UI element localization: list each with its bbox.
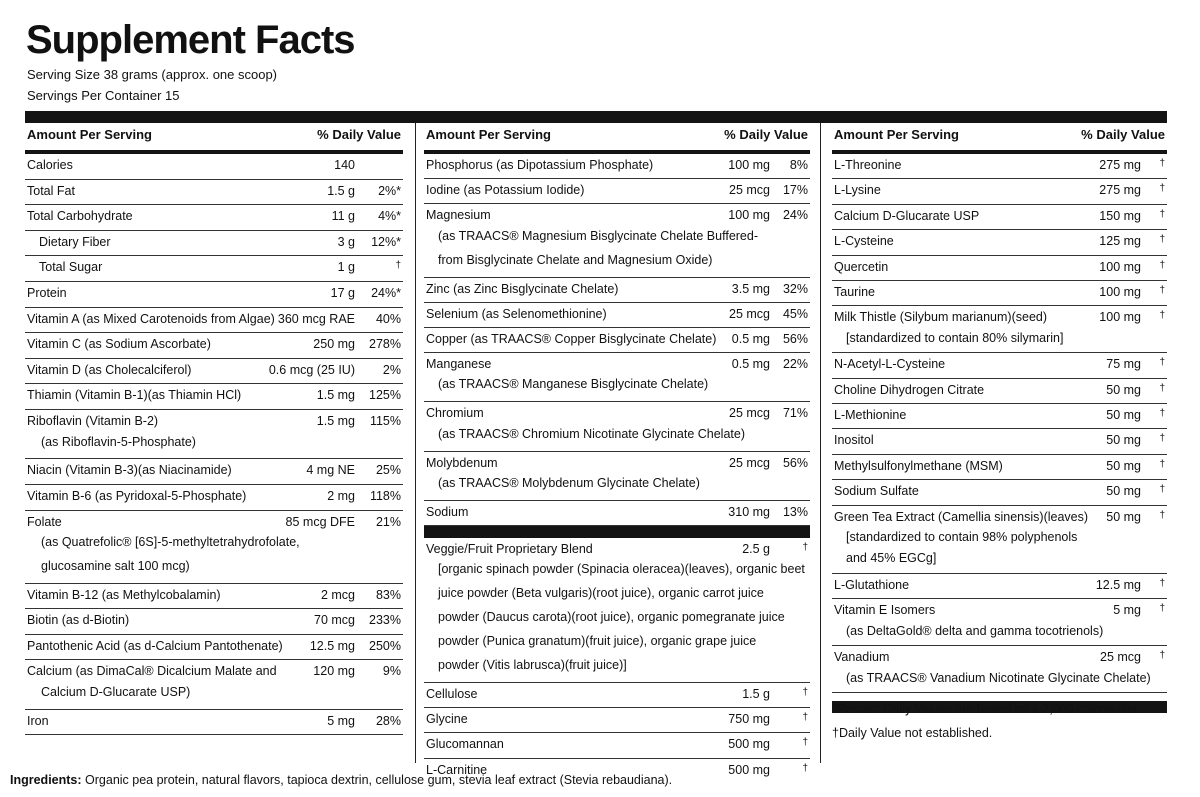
nutrient-row-iodine-as-potassium-iodide — [424, 179, 810, 204]
nutrient-column-1 — [25, 123, 403, 735]
nutrient-name: L-Lysine — [834, 183, 881, 198]
nutrient-amount: 0.5 mg — [731, 331, 770, 346]
page-title: Supplement Facts — [26, 18, 355, 62]
nutrient-name: Phosphorus (as Dipotassium Phosphate) — [426, 158, 654, 172]
nutrient-daily-value: † — [1159, 433, 1165, 445]
nutrient-name: Manganese — [426, 357, 492, 372]
nutrient-row-veggie-fruit-proprietary-blend — [424, 538, 810, 683]
nutrient-name: Vitamin B-6 (as Pyridoxal-5-Phosphate) — [27, 488, 247, 503]
nutrient-row-zinc-as-zinc-bisglycinate-chelate — [424, 278, 810, 303]
nutrient-daily-value: † — [802, 687, 808, 699]
nutrient-amount: 250 mg — [313, 337, 355, 352]
nutrient-daily-value: † — [1159, 234, 1165, 246]
header-amount-per-serving: Amount Per Serving — [426, 127, 551, 142]
nutrient-row-taurine — [832, 281, 1167, 306]
nutrient-detail-line: (as TRAACS® Manganese Bisglycinate Chelate) — [438, 377, 709, 392]
nutrient-detail-line: from Bisglycinate Chelate and Magnesium Oxide) — [438, 252, 713, 267]
nutrient-name: Molybdenum — [426, 455, 498, 470]
nutrient-row-inositol — [832, 429, 1167, 454]
nutrient-amount: 100 mg — [1099, 310, 1141, 325]
nutrient-name: Veggie/Fruit Proprietary Blend — [426, 541, 593, 556]
nutrient-daily-value: † — [802, 762, 808, 774]
nutrient-name: Iodine (as Potassium Iodide) — [426, 183, 585, 198]
nutrient-row-glucomannan — [424, 733, 810, 758]
column-divider — [820, 123, 821, 763]
nutrient-row-total-sugar — [25, 256, 403, 282]
nutrient-name: Thiamin (Vitamin B-1)(as Thiamin HCl) — [27, 388, 242, 403]
nutrient-amount: 25 mcg — [729, 406, 770, 421]
nutrient-amount: 11 g — [331, 209, 355, 224]
nutrient-name: Vitamin B-12 (as Methylcobalamin) — [27, 587, 221, 602]
nutrient-row-vitamin-e-isomers — [832, 599, 1167, 646]
nutrient-row-folate — [25, 511, 403, 584]
nutrient-detail-line: powder (Vitis labrusca)(fruit juice)] — [438, 658, 627, 673]
nutrient-daily-value: † — [1159, 310, 1165, 322]
nutrient-name: Vitamin D (as Cholecalciferol) — [27, 362, 192, 377]
nutrient-row-riboflavin-vitamin-b-2 — [25, 410, 403, 459]
nutrient-daily-value: 45% — [782, 306, 808, 321]
nutrient-amount: 85 mcg DFE — [285, 514, 355, 529]
nutrient-row-sodium — [424, 501, 810, 526]
nutrient-row-vitamin-c-as-sodium-ascorbate — [25, 333, 403, 359]
nutrient-daily-value: 115% — [369, 413, 401, 428]
column-header — [25, 123, 403, 154]
nutrient-amount: 0.6 mcg (25 IU) — [268, 362, 355, 377]
nutrient-daily-value: † — [1159, 408, 1165, 420]
nutrient-daily-value: † — [1159, 484, 1165, 496]
nutrient-row-thiamin-vitamin-b-1-as-thiamin-hcl — [25, 384, 403, 410]
ingredients-text: Organic pea protein, natural flavors, tapioca dextrin, cellulose gum, stevia leaf extract (Stevia rebaudiana). — [85, 773, 673, 787]
nutrient-name: Sodium Sulfate — [834, 484, 919, 499]
nutrient-amount: 0.5 mg — [731, 357, 770, 372]
nutrient-amount: 500 mg — [728, 737, 770, 752]
nutrient-daily-value: 125% — [369, 388, 401, 403]
nutrient-daily-value: 13% — [782, 504, 808, 519]
nutrient-amount: 3.5 mg — [731, 281, 770, 296]
footnote-dagger: †Daily Value not established. — [832, 726, 993, 740]
nutrient-row-protein — [25, 282, 403, 308]
nutrient-amount: 25 mcg — [729, 183, 770, 198]
nutrient-row-cellulose — [424, 683, 810, 708]
nutrient-daily-value: 278% — [369, 337, 401, 352]
nutrient-row-vitamin-b-12-as-methylcobalamin — [25, 584, 403, 610]
nutrient-detail-line: and 45% EGCg] — [846, 551, 937, 566]
nutrient-amount: 12.5 mg — [309, 638, 355, 653]
nutrient-detail-line: (as Quatrefolic® [6S]-5-methyltetrahydrofolate, — [41, 535, 300, 550]
nutrient-column-2 — [424, 123, 810, 783]
nutrient-detail-line: [standardized to contain 80% silymarin] — [846, 330, 1064, 345]
nutrient-amount: 100 mg — [1099, 284, 1141, 299]
nutrient-row-vitamin-d-as-cholecalciferol — [25, 359, 403, 385]
nutrient-amount: 100 mg — [728, 208, 770, 223]
nutrient-row-green-tea-extract-camellia-sinensis-leav — [832, 506, 1167, 574]
column-header — [424, 123, 810, 154]
servings-per-container: Servings Per Container 15 — [27, 88, 180, 103]
nutrient-amount: 5 mg — [327, 713, 355, 728]
nutrient-amount: 360 mcg RAE — [277, 311, 355, 326]
nutrient-name: L-Glutathione — [834, 577, 910, 592]
nutrient-row-calcium-d-glucarate-usp — [832, 205, 1167, 230]
nutrient-daily-value: 17% — [782, 183, 808, 198]
nutrient-name: N-Acetyl-L-Cysteine — [834, 357, 946, 372]
nutrient-daily-value: † — [1159, 357, 1165, 369]
nutrient-name: Cellulose — [426, 687, 478, 702]
nutrient-name: Niacin (Vitamin B-3)(as Niacinamide) — [27, 463, 232, 478]
nutrient-name: Chromium — [426, 406, 484, 421]
nutrient-row-dietary-fiber — [25, 231, 403, 257]
nutrient-daily-value: † — [1159, 603, 1165, 615]
nutrient-row-pantothenic-acid-as-d-calcium-pantothena — [25, 635, 403, 661]
nutrient-row-l-cysteine — [832, 230, 1167, 255]
nutrient-name: Zinc (as Zinc Bisglycinate Chelate) — [426, 281, 619, 296]
nutrient-name: Inositol — [834, 433, 874, 448]
nutrient-daily-value: † — [1159, 284, 1165, 296]
nutrient-name: L-Methionine — [834, 408, 907, 423]
nutrient-daily-value: † — [1159, 259, 1165, 271]
header-amount-per-serving: Amount Per Serving — [27, 127, 152, 142]
nutrient-amount: 2 mg — [327, 488, 355, 503]
nutrient-name: L-Carnitine — [426, 762, 488, 777]
nutrient-amount: 50 mg — [1106, 382, 1141, 397]
nutrient-daily-value: 28% — [375, 713, 401, 728]
nutrient-amount: 275 mg — [1099, 158, 1141, 172]
nutrient-amount: 1.5 g — [327, 183, 355, 198]
nutrient-amount: 500 mg — [728, 762, 770, 777]
nutrient-daily-value: 83% — [375, 587, 401, 602]
nutrient-name: Pantothenic Acid (as d-Calcium Pantothenate) — [27, 638, 283, 653]
nutrient-name: L-Cysteine — [834, 234, 894, 249]
header-daily-value: % Daily Value — [1081, 127, 1165, 142]
nutrient-daily-value: † — [802, 712, 808, 724]
header-bar — [25, 111, 1167, 123]
nutrient-name: Vanadium — [834, 650, 890, 665]
nutrient-row-selenium-as-selenomethionine — [424, 303, 810, 328]
nutrient-name: Vitamin E Isomers — [834, 603, 936, 618]
nutrient-name: Riboflavin (Vitamin B-2) — [27, 413, 159, 428]
nutrient-daily-value: † — [1159, 158, 1165, 169]
nutrient-daily-value: 233% — [369, 613, 401, 628]
header-daily-value: % Daily Value — [724, 127, 808, 142]
nutrient-detail-line: powder (Punica granatum)(fruit juice), organic grape juice — [438, 634, 757, 649]
nutrient-detail-line: glucosamine salt 100 mcg) — [41, 558, 190, 573]
nutrient-amount: 5 mg — [1113, 603, 1141, 618]
nutrient-row-total-carbohydrate — [25, 205, 403, 231]
nutrient-detail-line: [standardized to contain 98% polyphenols — [846, 529, 1078, 544]
nutrient-row-l-glutathione — [832, 574, 1167, 599]
nutrient-daily-value: † — [1159, 183, 1165, 195]
nutrient-amount: 1.5 mg — [316, 388, 355, 403]
nutrient-row-total-fat — [25, 180, 403, 206]
nutrient-row-manganese — [424, 353, 810, 402]
nutrient-detail-line: (as TRAACS® Magnesium Bisglycinate Chelate Buffered- — [438, 228, 759, 243]
nutrient-amount: 50 mg — [1106, 509, 1141, 524]
nutrient-column-3 — [832, 123, 1167, 713]
nutrient-row-choline-dihydrogen-citrate — [832, 379, 1167, 404]
nutrient-name: Green Tea Extract (Camellia sinensis)(leaves) — [834, 509, 1089, 524]
nutrient-amount: 275 mg — [1099, 183, 1141, 198]
nutrient-daily-value: 4%* — [378, 209, 401, 224]
nutrient-daily-value: † — [1159, 458, 1165, 470]
nutrient-row-copper-as-traacs-copper-bisglycinate-che — [424, 328, 810, 353]
nutrient-name: Total Fat — [27, 183, 75, 198]
nutrient-row-chromium — [424, 402, 810, 451]
nutrient-amount: 1 g — [337, 260, 355, 275]
nutrient-amount: 25 mcg — [1100, 650, 1141, 665]
nutrient-row-milk-thistle-silybum-marianum-seed — [832, 306, 1167, 353]
column-header — [832, 123, 1167, 154]
nutrient-name: Calcium D-Glucarate USP — [834, 208, 980, 223]
nutrient-name: Dietary Fiber — [39, 234, 111, 249]
nutrient-row-phosphorus-as-dipotassium-phosphate — [424, 154, 810, 179]
nutrient-daily-value: 12%* — [371, 234, 401, 249]
nutrient-name: Vitamin A (as Mixed Carotenoids from Algae) — [27, 311, 275, 326]
nutrient-daily-value: 24% — [782, 208, 808, 223]
nutrient-name: Iron — [27, 713, 49, 728]
nutrient-amount: 750 mg — [728, 712, 770, 727]
nutrient-name: Glycine — [426, 712, 468, 727]
header-daily-value: % Daily Value — [317, 127, 401, 142]
nutrient-name: Quercetin — [834, 259, 889, 274]
nutrient-amount: 125 mg — [1099, 234, 1141, 249]
nutrient-name: Magnesium — [426, 208, 491, 223]
nutrient-daily-value: 250% — [369, 638, 401, 653]
nutrient-detail-line: Calcium D-Glucarate USP) — [41, 685, 191, 700]
nutrient-daily-value: † — [1159, 650, 1165, 662]
nutrient-row-calories — [25, 154, 403, 180]
nutrient-detail-line: juice powder (Beta vulgaris)(root juice), organic carrot juice — [438, 586, 764, 601]
nutrient-row-vitamin-a-as-mixed-carotenoids-from-alga — [25, 308, 403, 334]
nutrient-row-n-acetyl-l-cysteine — [832, 353, 1167, 378]
footnote-percent-daily: *Percent Daily Values are based on a 2,000 calorie diet. — [832, 702, 1141, 716]
nutrient-amount: 25 mcg — [729, 306, 770, 321]
nutrient-daily-value: 9% — [382, 664, 401, 679]
ingredients-label: Ingredients: — [10, 773, 82, 787]
nutrient-amount: 17 g — [330, 285, 355, 300]
nutrient-row-l-lysine — [832, 179, 1167, 204]
nutrient-daily-value: 24%* — [371, 285, 401, 300]
nutrient-daily-value: † — [1159, 509, 1165, 521]
nutrient-daily-value: 8% — [789, 158, 808, 172]
nutrient-detail-line: powder (Daucus carota)(root juice), organic pomegranate juice — [438, 610, 785, 625]
nutrient-name: L-Threonine — [834, 158, 902, 172]
nutrient-name: Copper (as TRAACS® Copper Bisglycinate Chelate) — [426, 331, 717, 346]
nutrient-daily-value: 2%* — [378, 183, 401, 198]
nutrient-name: Calories — [27, 158, 73, 172]
nutrient-row-molybdenum — [424, 452, 810, 501]
header-amount-per-serving: Amount Per Serving — [834, 127, 959, 142]
nutrient-row-calcium-as-dimacal-dicalcium-malate-and — [25, 660, 403, 709]
nutrient-daily-value: † — [395, 260, 401, 272]
nutrient-daily-value: 40% — [375, 311, 401, 326]
nutrient-amount: 12.5 mg — [1095, 577, 1141, 592]
nutrient-name: Total Carbohydrate — [27, 209, 133, 224]
nutrient-name: Calcium (as DimaCal® Dicalcium Malate and — [27, 664, 277, 679]
nutrient-daily-value: † — [1159, 577, 1165, 589]
nutrient-amount: 75 mg — [1106, 357, 1141, 372]
nutrient-amount: 3 g — [337, 234, 355, 249]
nutrient-name: Choline Dihydrogen Citrate — [834, 382, 985, 397]
nutrient-daily-value: † — [1159, 208, 1165, 220]
nutrient-row-l-methionine — [832, 404, 1167, 429]
nutrient-name: Methylsulfonylmethane (MSM) — [834, 458, 1003, 473]
serving-size: Serving Size 38 grams (approx. one scoop) — [27, 67, 278, 82]
nutrient-row-biotin-as-d-biotin — [25, 609, 403, 635]
nutrient-daily-value: 21% — [375, 514, 401, 529]
nutrient-amount: 140 — [334, 158, 355, 172]
nutrient-amount: 50 mg — [1106, 484, 1141, 499]
nutrient-amount: 1.5 g — [742, 687, 770, 702]
nutrient-amount: 25 mcg — [729, 455, 770, 470]
nutrient-row-quercetin — [832, 256, 1167, 281]
nutrient-row-magnesium — [424, 204, 810, 277]
nutrient-row-vitamin-b-6-as-pyridoxal-5-phosphate — [25, 485, 403, 511]
nutrient-name: Milk Thistle (Silybum marianum)(seed) — [834, 310, 1048, 325]
nutrient-detail-line: (as DeltaGold® delta and gamma tocotrienols) — [846, 623, 1104, 638]
nutrient-daily-value: † — [1159, 382, 1165, 394]
nutrient-row-niacin-vitamin-b-3-as-niacinamide — [25, 459, 403, 485]
nutrient-daily-value: † — [802, 737, 808, 749]
nutrient-daily-value: 2% — [382, 362, 401, 377]
nutrient-amount: 120 mg — [313, 664, 355, 679]
nutrient-detail-line: (as TRAACS® Chromium Nicotinate Glycinate Chelate) — [438, 426, 746, 441]
nutrient-daily-value: 56% — [782, 331, 808, 346]
nutrient-amount: 310 mg — [728, 504, 770, 519]
nutrient-row-methylsulfonylmethane-msm — [832, 455, 1167, 480]
nutrient-name: Vitamin C (as Sodium Ascorbate) — [27, 337, 211, 352]
nutrient-row-vanadium — [832, 646, 1167, 693]
section-divider-bar — [424, 526, 810, 538]
nutrient-name: Biotin (as d-Biotin) — [27, 613, 130, 628]
nutrient-name: Protein — [27, 285, 67, 300]
nutrient-amount: 50 mg — [1106, 408, 1141, 423]
nutrient-amount: 4 mg NE — [306, 463, 355, 478]
column-divider — [415, 123, 416, 763]
nutrient-amount: 2.5 g — [742, 541, 770, 556]
nutrient-daily-value: 56% — [782, 455, 808, 470]
nutrient-amount: 150 mg — [1099, 208, 1141, 223]
nutrient-amount: 70 mcg — [314, 613, 355, 628]
nutrient-daily-value: 71% — [782, 406, 808, 421]
nutrient-row-l-threonine — [832, 154, 1167, 179]
nutrient-row-iron — [25, 710, 403, 736]
nutrient-name: Sodium — [426, 504, 469, 519]
nutrient-detail-line: (as TRAACS® Vanadium Nicotinate Glycinate Chelate) — [846, 670, 1151, 685]
nutrient-name: Selenium (as Selenomethionine) — [426, 306, 607, 321]
nutrient-row-glycine — [424, 708, 810, 733]
nutrient-amount: 50 mg — [1106, 433, 1141, 448]
nutrient-daily-value: 118% — [369, 488, 401, 503]
nutrient-daily-value: † — [802, 541, 808, 553]
nutrient-amount: 2 mcg — [320, 587, 355, 602]
nutrient-amount: 1.5 mg — [316, 413, 355, 428]
nutrient-name: Folate — [27, 514, 62, 529]
ingredients-line — [10, 773, 672, 787]
nutrient-daily-value: 25% — [375, 463, 401, 478]
nutrient-daily-value: 32% — [782, 281, 808, 296]
nutrient-amount: 100 mg — [1099, 259, 1141, 274]
nutrient-amount: 100 mg — [728, 158, 770, 172]
nutrient-detail-line: [organic spinach powder (Spinacia oleracea)(leaves), organic beet — [438, 562, 805, 577]
nutrient-name: Glucomannan — [426, 737, 504, 752]
nutrient-name: Total Sugar — [39, 260, 103, 275]
nutrient-name: Taurine — [834, 284, 875, 299]
nutrient-detail-line: (as Riboflavin-5-Phosphate) — [41, 434, 196, 449]
nutrient-detail-line: (as TRAACS® Molybdenum Glycinate Chelate) — [438, 475, 700, 490]
nutrient-row-sodium-sulfate — [832, 480, 1167, 505]
nutrient-amount: 50 mg — [1106, 458, 1141, 473]
nutrient-daily-value: 22% — [782, 357, 808, 372]
